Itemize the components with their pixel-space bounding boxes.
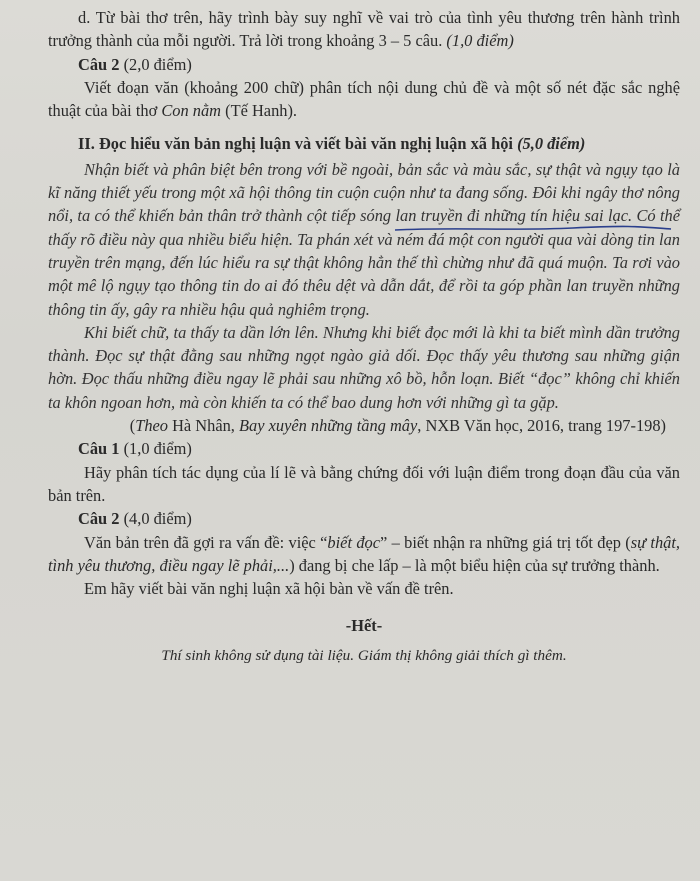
question-d	[48, 6, 680, 53]
underlined-text: lan truyền đi những tín hiệu sai lạc.	[395, 206, 633, 226]
part2-question-1-score: (1,0 điểm)	[123, 439, 192, 459]
part2-question-2-text	[48, 531, 680, 578]
part1-question-2-score: (2,0 điểm)	[123, 54, 192, 74]
question-d-text: d. Từ bài thơ trên, hãy trình bày suy nghĩ về vai trò của tình yêu thương trên hành trình trưởng thành của mỗi người. Trả lời trong khoảng 3 – 5 câu.	[48, 8, 680, 51]
part2-question-2-score: (4,0 điểm)	[123, 509, 192, 529]
section-2-score: (5,0 điểm)	[517, 134, 586, 154]
part2-question-1-text: Hãy phân tích tác dụng của lí lẽ và bằng chứng đối với luận điểm trong đoạn đầu của văn bản trên.	[48, 462, 680, 505]
part1-question-2-prompt: Viết đoạn văn (khoảng 200 chữ) phân tích nội dung chủ đề và một số nét đặc sắc nghệ thuật của bài thơ	[48, 77, 680, 121]
part1-question-2-label: Câu 2	[78, 54, 120, 74]
question-d-score: (1,0 điểm)	[446, 31, 514, 51]
source-author: Hà Nhân,	[168, 416, 240, 436]
q2-text-part-c: ) đang bị che lấp – là một biểu hiện của sự trưởng thành.	[289, 555, 660, 575]
part2-question-2-header	[48, 507, 680, 530]
handwritten-underlined-phrase	[395, 206, 632, 225]
end-mark: -Hết-	[345, 616, 383, 636]
q2-text-part-b: ” – biết nhận ra những giá trị tốt đẹp (	[380, 532, 631, 552]
exam-note: Thí sinh không sử dụng tài liệu. Giám thị không giải thích gì thêm.	[161, 646, 567, 664]
passage-source: (Theo Hà Nhân, Bay xuyên những tầng mây, NXB Văn học, 2016, trang 197-198)	[129, 416, 666, 436]
q2-examples: sự thật, tình yêu thương, điều ngay lẽ phải,...	[48, 532, 681, 575]
part1-question-2-header	[48, 53, 680, 76]
q2-biet-doc: biết đọc	[327, 532, 381, 552]
source-theo: Theo	[135, 416, 168, 436]
part1-question-2-text	[48, 76, 680, 123]
q2-text-part-a: Văn bản trên đã gợi ra vấn đề: việc “	[84, 532, 328, 552]
source-book-title: Bay xuyên những tầng mây	[239, 416, 418, 436]
section-2-title: II. Đọc hiểu văn bản nghị luận và viết bài văn nghị luận xã hội	[78, 134, 513, 154]
part2-question-2-task: Em hãy viết bài văn nghị luận xã hội bàn về vấn đề trên.	[84, 579, 454, 599]
part2-question-1-label: Câu 1	[78, 439, 120, 459]
source-publisher: , NXB Văn học, 2016, trang 197-198)	[417, 416, 666, 436]
passage-paragraph-2: Khi biết chữ, ta thấy ta dần lớn lên. Nhưng khi biết đọc mới là khi ta biết mình dần trưởng thành. Đọc sự thật đằng sau những ngọt ngào giả dối. Đọc thấy yêu thương sau những giận hờn. Đọc thấu những điều ngay lẽ phải sau những xô bồ, hỗn loạn. Biết “đọc” không chỉ khiến ta khôn ngoan hơn, mà còn khiến ta có thể bao dung hơn với những gì ta gặp.	[48, 322, 680, 412]
part2-question-2-label: Câu 2	[78, 509, 120, 529]
passage-paragraph-1	[48, 158, 680, 321]
part2-question-1-header	[48, 437, 680, 460]
passage-paragraph-1-start: Nhận biết và phân biệt bên trong với bề ngoài, bản sắc và màu sắc, sự thật và ngụy tạo là kĩ năng thiết yếu trong một xã hội thông tin cuộn cuộn như ta đang sống. Đôi khi ngây thơ nông nổi, ta có thể khiến bản thân trở thành cột tiếp sóng	[48, 159, 680, 226]
poem-title: Con nằm	[161, 101, 222, 121]
section-2-heading	[48, 132, 680, 155]
passage-paragraph-1-end: Có thể thấy rõ điều này qua nhiều biểu hiện. Ta phán xét và ném đá một con người qua vài dòng tin lan truyền trên mạng, đến lúc hiểu ra sự thật không hẳn thế thì chừng như đã quá muộn. Ta rơi vào một mê lộ ngụy tạo thông tin do ai đó thêu dệt và dẫn dắt, để rồi ta góp phần lan truyền những thông tin ấy, gây ra nhiều hậu quả nghiêm trọng.	[48, 206, 680, 319]
poem-author: (Tế Hanh).	[225, 101, 298, 121]
